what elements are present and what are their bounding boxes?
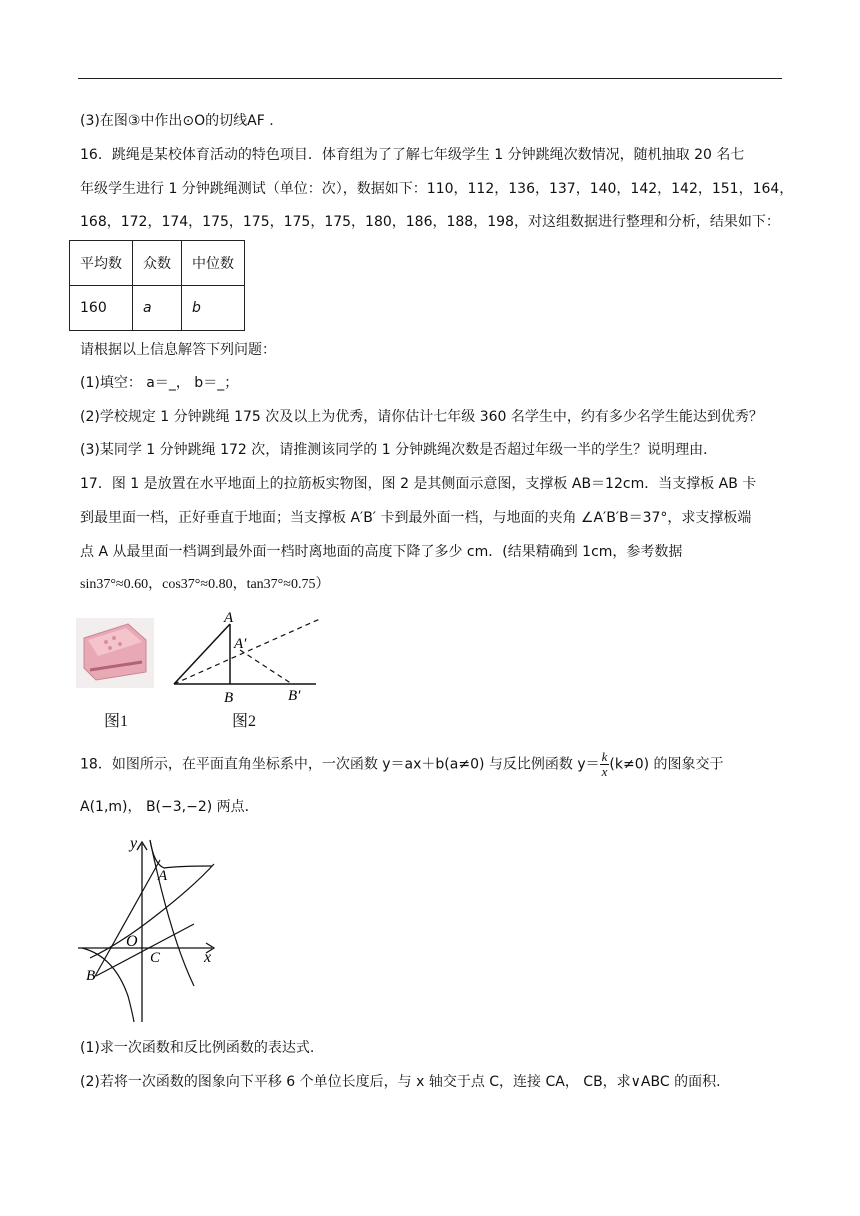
table-header-mode: 众数 [133,241,182,286]
side-view-diagram [166,606,328,706]
table-value-mean: 160 [70,286,133,331]
q16-part3: (3)某同学 1 分钟跳绳 172 次，请推测该同学的 1 分钟跳绳次数是否超过年级一半的学生？说明理由． [80,442,718,458]
point-label-C: C [150,950,161,966]
q18-line1 [80,750,724,779]
table-value-row [70,286,245,331]
q15-part3: (3)在图③中作出⊙O的切线AF . [80,113,274,129]
origin-label: O [126,933,138,950]
label-B: B [224,690,234,706]
label-A-prime: A′ [234,636,247,652]
fig2-caption: 图2 [232,713,257,730]
q18-line1-post: (k≠0) 的图象交于 [609,756,724,773]
header-rule [78,78,782,79]
table-header-row [70,241,245,286]
q17-line2: 到最里面一档，正好垂直于地面；当支撑板 A′B′ 卡到最外面一档，与地面的夹角 ∠A′B′B＝37°，求支撑板端 [80,510,752,526]
point-label-B: B [86,968,96,984]
q16-line1: 16．跳绳是某校体育活动的特色项目．体育组为了了解七年级学生 1 分钟跳绳次数情况，随机抽取 20 名七 [80,147,745,163]
table-value-median: b [182,286,245,331]
table-header-median: 中位数 [182,241,245,286]
stats-table [69,240,245,331]
q16-line2: 年级学生进行 1 分钟跳绳测试（单位：次），数据如下：110，112，136，137，140，142，142，151，164， [80,181,794,197]
frac-denominator: x [601,764,608,779]
table-header-mean: 平均数 [70,241,133,286]
fraction-k-over-x [600,750,610,779]
label-B-prime: B′ [288,688,301,704]
point-label-A: A [158,868,168,884]
q18-line1-pre: 18．如图所示，在平面直角坐标系中，一次函数 y＝ax＋b(a≠0) 与反比例函数 y＝ [80,756,600,773]
q17-line1: 17．图 1 是放置在水平地面上的拉筋板实物图，图 2 是其侧面示意图，支撑板 AB＝12cm．当支撑板 AB 卡 [80,476,757,492]
frac-numerator: k [601,749,608,764]
axis-label-y: y [130,836,138,852]
q18-part2: (2)若将一次函数的图象向下平移 6 个单位长度后，与 x 轴交于点 C，连接 CA， CB，求∨ABC 的面积. [80,1074,721,1090]
axis-label-x: x [204,949,212,966]
q16-prompt: 请根据以上信息解答下列问题： [80,342,276,358]
table-value-mode: a [133,286,182,331]
q16-line3: 168，172，174，175，175，175，175，180，186，188，198，对这组数据进行整理和分析，结果如下： [80,214,780,230]
q18-line2: A(1,m)， B(−3,−2) 两点． [80,799,259,815]
coordinate-graph [74,836,224,1026]
label-A: A [224,610,234,626]
q16-part1: (1)填空： a＝_， b＝_； [80,375,239,391]
q16-part2: (2)学校规定 1 分钟跳绳 175 次及以上为优秀，请你估计七年级 360 名学生中，约有多少名学生能达到优秀？ [80,409,763,425]
q18-part1: (1)求一次函数和反比例函数的表达式. [80,1040,315,1056]
fig1-caption: 图1 [104,713,129,730]
stretch-board-photo [76,618,154,688]
q17-line3: 点 A 从最里面一档调到最外面一档时离地面的高度下降了多少 cm．(结果精确到 1cm，参考数据 [80,544,683,560]
q17-line4: sin37°≈0.60，cos37°≈0.80，tan37°≈0.75） [80,577,330,592]
